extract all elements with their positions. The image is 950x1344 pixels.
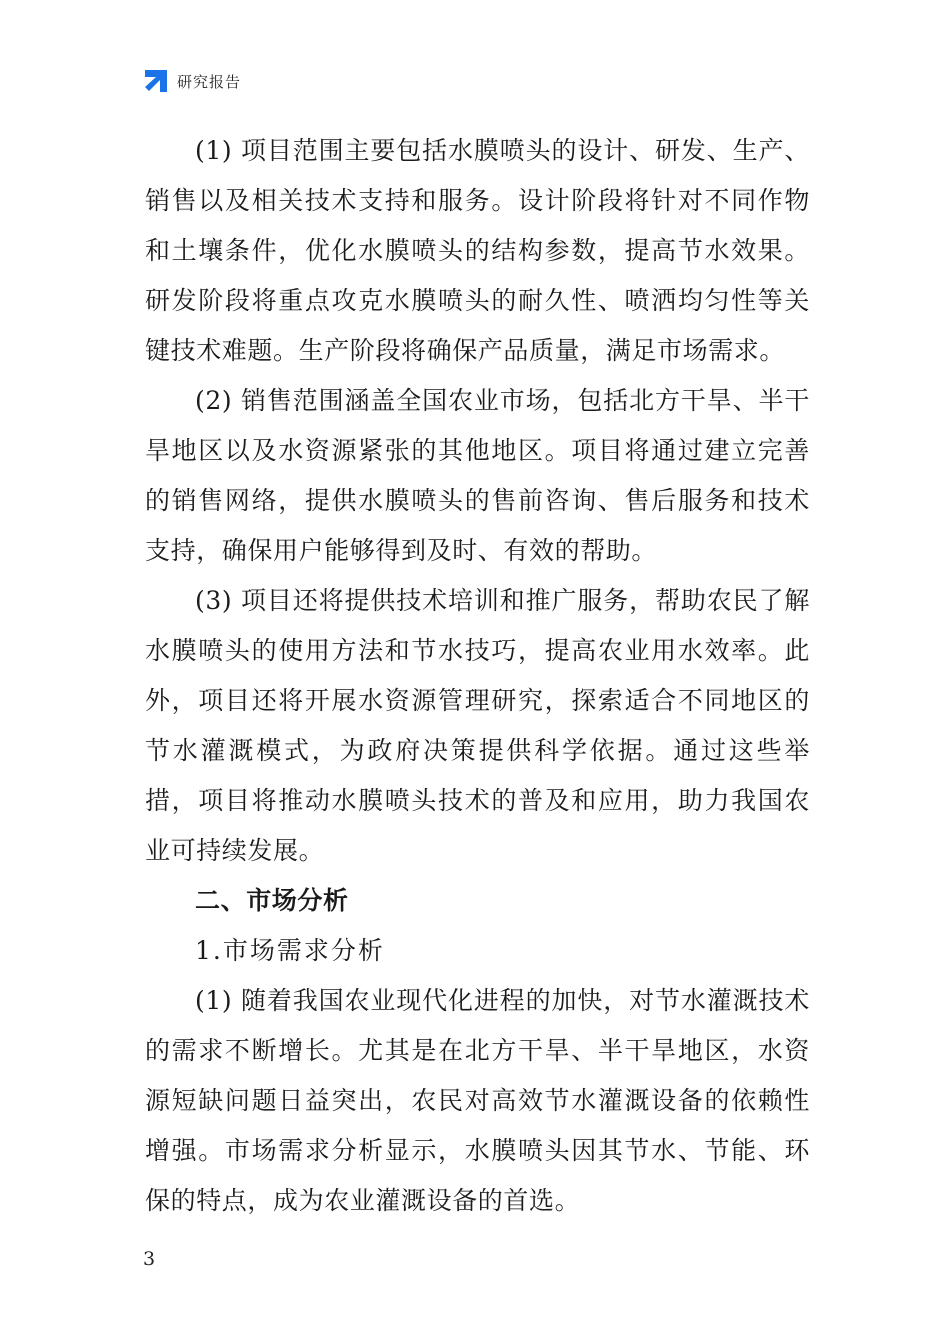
paragraph-project-scope: (1) 项目范围主要包括水膜喷头的设计、研发、生产、销售以及相关技术支持和服务。设计阶段将针对不同作物和土壤条件，优化水膜喷头的结构参数，提高节水效果。研发阶段将重点攻克水膜喷头的耐久性、喷洒均匀性等关键技术难题。生产阶段将确保产品质量，满足市场需求。	[145, 136, 810, 365]
document-body	[145, 126, 810, 1226]
header-title: 研究报告	[177, 72, 242, 91]
arrow-up-right-icon	[143, 68, 169, 94]
paragraph-training-services: (3) 项目还将提供技术培训和推广服务，帮助农民了解水膜喷头的使用方法和节水技巧，提高农业用水效率。此外，项目还将开展水资源管理研究，探索适合不同地区的节水灌溉模式，为政府决策提供科学依据。通过这些举措，项目将推动水膜喷头技术的普及和应用，助力我国农业可持续发展。	[145, 586, 810, 865]
paragraph-sales-scope: (2) 销售范围涵盖全国农业市场，包括北方干旱、半干旱地区以及水资源紧张的其他地区。项目将通过建立完善的销售网络，提供水膜喷头的售前咨询、售后服务和技术支持，确保用户能够得到及时、有效的帮助。	[145, 386, 810, 565]
section-heading: 二、市场分析	[195, 886, 349, 915]
subsection-heading: 1.市场需求分析	[195, 936, 385, 965]
page-number: 3	[143, 1248, 156, 1270]
paragraph-market-demand: (1) 随着我国农业现代化进程的加快，对节水灌溉技术的需求不断增长。尤其是在北方干旱、半干旱地区，水资源短缺问题日益突出，农民对高效节水灌溉设备的依赖性增强。市场需求分析显示，水膜喷头因其节水、节能、环保的特点，成为农业灌溉设备的首选。	[145, 986, 810, 1215]
page-header	[143, 66, 241, 96]
